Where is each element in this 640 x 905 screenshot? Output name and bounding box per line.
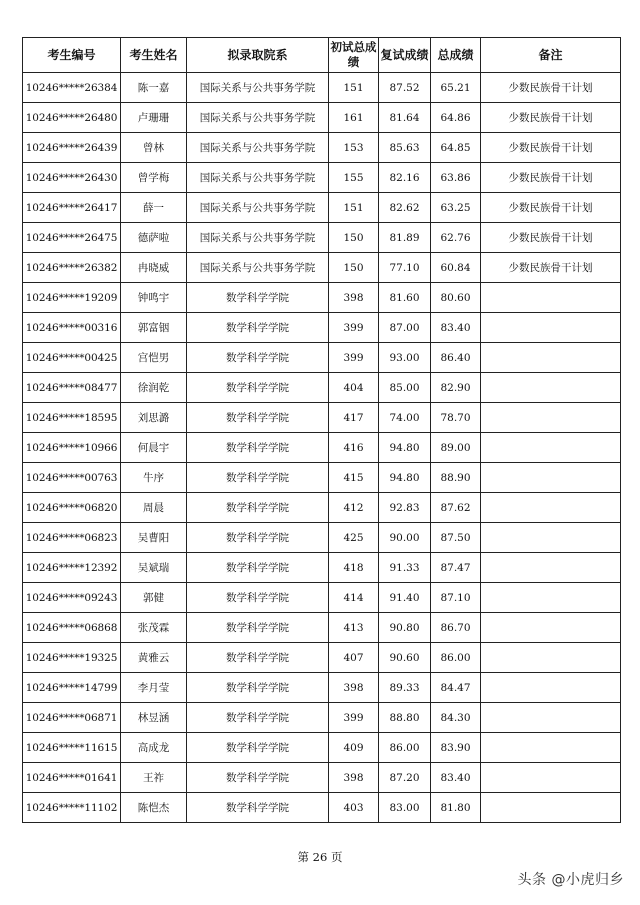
cell-retest-score: 81.60 — [379, 283, 431, 313]
cell-candidate-name: 吴斌瑞 — [121, 553, 187, 583]
cell-candidate-name: 曾学梅 — [121, 163, 187, 193]
cell-candidate-name: 陈一嘉 — [121, 73, 187, 103]
cell-prelim-score: 398 — [329, 763, 379, 793]
table-row — [23, 373, 621, 403]
cell-retest-score: 81.89 — [379, 223, 431, 253]
cell-note — [481, 583, 621, 613]
header-department: 拟录取院系 — [187, 38, 329, 73]
cell-department: 数学科学学院 — [187, 433, 329, 463]
table-row — [23, 193, 621, 223]
cell-note: 少数民族骨干计划 — [481, 193, 621, 223]
cell-candidate-id: 10246*****18595 — [23, 403, 121, 433]
cell-retest-score: 91.40 — [379, 583, 431, 613]
cell-note — [481, 523, 621, 553]
cell-retest-score: 83.00 — [379, 793, 431, 823]
cell-retest-score: 81.64 — [379, 103, 431, 133]
cell-prelim-score: 413 — [329, 613, 379, 643]
cell-department: 数学科学学院 — [187, 403, 329, 433]
cell-prelim-score: 409 — [329, 733, 379, 763]
cell-total-score: 84.30 — [431, 703, 481, 733]
cell-department: 数学科学学院 — [187, 703, 329, 733]
admission-list-sheet — [22, 37, 620, 823]
table-row — [23, 433, 621, 463]
cell-department: 国际关系与公共事务学院 — [187, 253, 329, 283]
cell-note — [481, 673, 621, 703]
cell-note — [481, 643, 621, 673]
cell-retest-score: 89.33 — [379, 673, 431, 703]
cell-retest-score: 85.00 — [379, 373, 431, 403]
cell-department: 数学科学学院 — [187, 493, 329, 523]
cell-note — [481, 613, 621, 643]
admission-table — [22, 37, 621, 823]
cell-prelim-score: 398 — [329, 283, 379, 313]
cell-candidate-name: 牛序 — [121, 463, 187, 493]
table-header-row — [23, 38, 621, 73]
table-body — [23, 73, 621, 823]
cell-total-score: 78.70 — [431, 403, 481, 433]
cell-candidate-id: 10246*****26475 — [23, 223, 121, 253]
table-row — [23, 73, 621, 103]
cell-prelim-score: 161 — [329, 103, 379, 133]
cell-candidate-name: 冉晓威 — [121, 253, 187, 283]
cell-total-score: 84.47 — [431, 673, 481, 703]
cell-total-score: 83.40 — [431, 763, 481, 793]
cell-note — [481, 733, 621, 763]
cell-prelim-score: 404 — [329, 373, 379, 403]
cell-prelim-score: 155 — [329, 163, 379, 193]
table-row — [23, 643, 621, 673]
table-row — [23, 223, 621, 253]
cell-total-score: 86.70 — [431, 613, 481, 643]
cell-note: 少数民族骨干计划 — [481, 73, 621, 103]
cell-department: 国际关系与公共事务学院 — [187, 103, 329, 133]
cell-department: 数学科学学院 — [187, 643, 329, 673]
cell-candidate-name: 张茂霖 — [121, 613, 187, 643]
table-row — [23, 553, 621, 583]
cell-note: 少数民族骨干计划 — [481, 253, 621, 283]
cell-candidate-id: 10246*****00316 — [23, 313, 121, 343]
table-row — [23, 523, 621, 553]
cell-retest-score: 87.00 — [379, 313, 431, 343]
cell-department: 数学科学学院 — [187, 673, 329, 703]
cell-candidate-id: 10246*****26384 — [23, 73, 121, 103]
cell-department: 数学科学学院 — [187, 373, 329, 403]
cell-total-score: 87.10 — [431, 583, 481, 613]
cell-department: 数学科学学院 — [187, 793, 329, 823]
cell-candidate-name: 林昱涵 — [121, 703, 187, 733]
cell-total-score: 83.90 — [431, 733, 481, 763]
cell-total-score: 62.76 — [431, 223, 481, 253]
cell-note — [481, 763, 621, 793]
cell-candidate-id: 10246*****06820 — [23, 493, 121, 523]
cell-department: 数学科学学院 — [187, 523, 329, 553]
cell-retest-score: 85.63 — [379, 133, 431, 163]
cell-candidate-id: 10246*****19325 — [23, 643, 121, 673]
cell-candidate-id: 10246*****19209 — [23, 283, 121, 313]
cell-candidate-name: 黄雅云 — [121, 643, 187, 673]
table-row — [23, 343, 621, 373]
cell-prelim-score: 414 — [329, 583, 379, 613]
header-note: 备注 — [481, 38, 621, 73]
cell-note — [481, 373, 621, 403]
table-row — [23, 733, 621, 763]
cell-total-score: 89.00 — [431, 433, 481, 463]
cell-note — [481, 403, 621, 433]
table-row — [23, 103, 621, 133]
cell-note — [481, 493, 621, 523]
header-prelim-score: 初试总成绩 — [329, 38, 379, 73]
cell-retest-score: 91.33 — [379, 553, 431, 583]
cell-candidate-id: 10246*****06868 — [23, 613, 121, 643]
cell-prelim-score: 399 — [329, 313, 379, 343]
cell-total-score: 86.40 — [431, 343, 481, 373]
cell-retest-score: 88.80 — [379, 703, 431, 733]
cell-prelim-score: 412 — [329, 493, 379, 523]
cell-candidate-id: 10246*****10966 — [23, 433, 121, 463]
table-row — [23, 463, 621, 493]
table-row — [23, 313, 621, 343]
cell-prelim-score: 399 — [329, 703, 379, 733]
cell-total-score: 64.86 — [431, 103, 481, 133]
cell-candidate-name: 何晨宇 — [121, 433, 187, 463]
cell-department: 数学科学学院 — [187, 313, 329, 343]
cell-total-score: 60.84 — [431, 253, 481, 283]
cell-note: 少数民族骨干计划 — [481, 223, 621, 253]
cell-candidate-name: 德萨啦 — [121, 223, 187, 253]
cell-candidate-name: 李月莹 — [121, 673, 187, 703]
header-retest-score: 复试成绩 — [379, 38, 431, 73]
cell-prelim-score: 403 — [329, 793, 379, 823]
cell-candidate-name: 曾林 — [121, 133, 187, 163]
table-row — [23, 703, 621, 733]
cell-candidate-name: 宫恺男 — [121, 343, 187, 373]
cell-note — [481, 703, 621, 733]
table-row — [23, 253, 621, 283]
cell-prelim-score: 416 — [329, 433, 379, 463]
cell-total-score: 87.50 — [431, 523, 481, 553]
table-row — [23, 163, 621, 193]
header-candidate-name: 考生姓名 — [121, 38, 187, 73]
cell-department: 数学科学学院 — [187, 553, 329, 583]
cell-prelim-score: 425 — [329, 523, 379, 553]
table-row — [23, 793, 621, 823]
cell-candidate-name: 钟鸣宇 — [121, 283, 187, 313]
cell-department: 国际关系与公共事务学院 — [187, 193, 329, 223]
cell-department: 数学科学学院 — [187, 343, 329, 373]
cell-total-score: 87.62 — [431, 493, 481, 523]
table-row — [23, 403, 621, 433]
cell-candidate-id: 10246*****06871 — [23, 703, 121, 733]
cell-retest-score: 82.62 — [379, 193, 431, 223]
cell-total-score: 86.00 — [431, 643, 481, 673]
cell-candidate-name: 卢珊珊 — [121, 103, 187, 133]
header-total-score: 总成绩 — [431, 38, 481, 73]
cell-department: 数学科学学院 — [187, 733, 329, 763]
cell-note — [481, 433, 621, 463]
cell-prelim-score: 399 — [329, 343, 379, 373]
cell-prelim-score: 417 — [329, 403, 379, 433]
cell-department: 数学科学学院 — [187, 583, 329, 613]
cell-retest-score: 77.10 — [379, 253, 431, 283]
cell-candidate-name: 徐润乾 — [121, 373, 187, 403]
cell-retest-score: 90.00 — [379, 523, 431, 553]
cell-prelim-score: 407 — [329, 643, 379, 673]
cell-candidate-id: 10246*****26430 — [23, 163, 121, 193]
cell-department: 国际关系与公共事务学院 — [187, 163, 329, 193]
cell-prelim-score: 398 — [329, 673, 379, 703]
cell-retest-score: 74.00 — [379, 403, 431, 433]
cell-note — [481, 553, 621, 583]
cell-department: 数学科学学院 — [187, 763, 329, 793]
cell-retest-score: 94.80 — [379, 463, 431, 493]
cell-note — [481, 463, 621, 493]
cell-retest-score: 93.00 — [379, 343, 431, 373]
cell-total-score: 64.85 — [431, 133, 481, 163]
page-number: 第 26 页 — [297, 850, 343, 864]
table-row — [23, 283, 621, 313]
cell-candidate-id: 10246*****12392 — [23, 553, 121, 583]
cell-candidate-id: 10246*****08477 — [23, 373, 121, 403]
cell-prelim-score: 150 — [329, 223, 379, 253]
table-row — [23, 493, 621, 523]
header-candidate-id: 考生编号 — [23, 38, 121, 73]
cell-retest-score: 92.83 — [379, 493, 431, 523]
cell-candidate-id: 10246*****11615 — [23, 733, 121, 763]
cell-note: 少数民族骨干计划 — [481, 163, 621, 193]
cell-note: 少数民族骨干计划 — [481, 103, 621, 133]
cell-note — [481, 313, 621, 343]
cell-candidate-name: 高成龙 — [121, 733, 187, 763]
cell-candidate-id: 10246*****11102 — [23, 793, 121, 823]
cell-prelim-score: 153 — [329, 133, 379, 163]
cell-candidate-id: 10246*****26417 — [23, 193, 121, 223]
cell-prelim-score: 151 — [329, 193, 379, 223]
cell-total-score: 82.90 — [431, 373, 481, 403]
cell-total-score: 80.60 — [431, 283, 481, 313]
cell-department: 国际关系与公共事务学院 — [187, 223, 329, 253]
cell-prelim-score: 150 — [329, 253, 379, 283]
table-row — [23, 613, 621, 643]
cell-note — [481, 343, 621, 373]
cell-retest-score: 87.52 — [379, 73, 431, 103]
cell-candidate-id: 10246*****26480 — [23, 103, 121, 133]
cell-department: 数学科学学院 — [187, 463, 329, 493]
cell-candidate-id: 10246*****00763 — [23, 463, 121, 493]
cell-retest-score: 82.16 — [379, 163, 431, 193]
cell-candidate-id: 10246*****01641 — [23, 763, 121, 793]
cell-candidate-name: 吴曹阳 — [121, 523, 187, 553]
cell-note: 少数民族骨干计划 — [481, 133, 621, 163]
cell-retest-score: 87.20 — [379, 763, 431, 793]
cell-total-score: 83.40 — [431, 313, 481, 343]
cell-retest-score: 90.80 — [379, 613, 431, 643]
cell-total-score: 87.47 — [431, 553, 481, 583]
cell-total-score: 81.80 — [431, 793, 481, 823]
table-row — [23, 133, 621, 163]
cell-retest-score: 86.00 — [379, 733, 431, 763]
cell-department: 国际关系与公共事务学院 — [187, 73, 329, 103]
cell-total-score: 88.90 — [431, 463, 481, 493]
cell-candidate-id: 10246*****14799 — [23, 673, 121, 703]
cell-candidate-id: 10246*****09243 — [23, 583, 121, 613]
cell-retest-score: 90.60 — [379, 643, 431, 673]
cell-candidate-name: 郭健 — [121, 583, 187, 613]
table-row — [23, 673, 621, 703]
cell-candidate-name: 郭富铟 — [121, 313, 187, 343]
cell-candidate-name: 陈恺杰 — [121, 793, 187, 823]
cell-candidate-id: 10246*****26439 — [23, 133, 121, 163]
cell-prelim-score: 151 — [329, 73, 379, 103]
cell-candidate-name: 周晨 — [121, 493, 187, 523]
cell-total-score: 63.25 — [431, 193, 481, 223]
cell-candidate-id: 10246*****00425 — [23, 343, 121, 373]
cell-note — [481, 793, 621, 823]
cell-note — [481, 283, 621, 313]
cell-retest-score: 94.80 — [379, 433, 431, 463]
watermark-credit: 头条 @小虎归乡 — [517, 872, 624, 888]
cell-department: 数学科学学院 — [187, 283, 329, 313]
cell-prelim-score: 418 — [329, 553, 379, 583]
cell-total-score: 65.21 — [431, 73, 481, 103]
cell-candidate-id: 10246*****26382 — [23, 253, 121, 283]
cell-department: 国际关系与公共事务学院 — [187, 133, 329, 163]
cell-prelim-score: 415 — [329, 463, 379, 493]
cell-candidate-name: 刘思潞 — [121, 403, 187, 433]
table-row — [23, 763, 621, 793]
cell-candidate-name: 王祚 — [121, 763, 187, 793]
table-row — [23, 583, 621, 613]
cell-department: 数学科学学院 — [187, 613, 329, 643]
cell-total-score: 63.86 — [431, 163, 481, 193]
cell-candidate-name: 薛一 — [121, 193, 187, 223]
cell-candidate-id: 10246*****06823 — [23, 523, 121, 553]
